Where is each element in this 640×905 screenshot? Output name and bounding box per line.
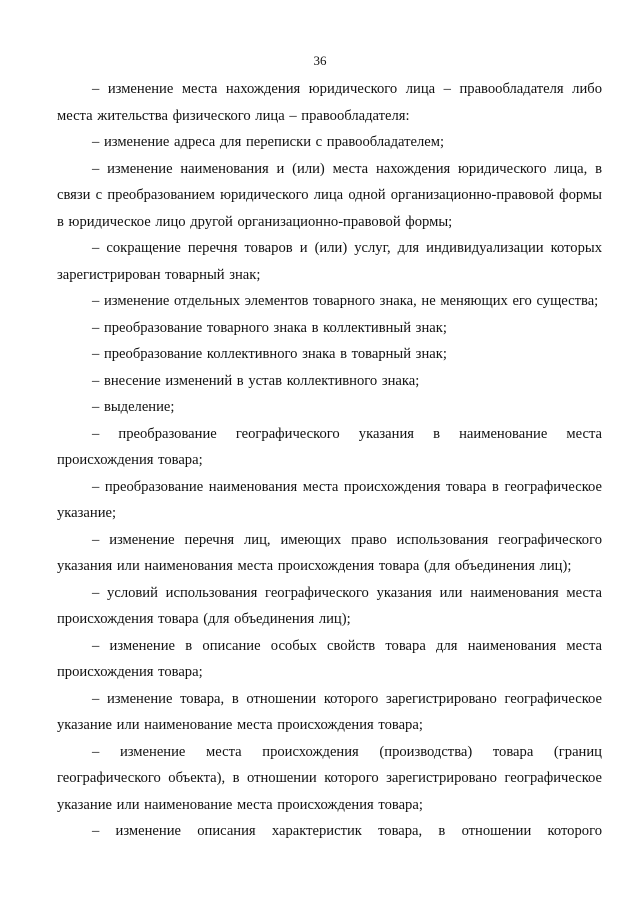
- paragraph-17: – изменение описания характеристик товара, в отношении которого: [92, 823, 602, 839]
- document-body: [57, 76, 602, 845]
- paragraph-14: – изменение в описание особых свойств товара для наименования места происхождения товара;: [57, 637, 602, 680]
- paragraph-2: – изменение адреса для переписки с правообладателем;: [92, 134, 445, 150]
- paragraph-5: – изменение отдельных элементов товарного знака, не меняющих его существа;: [92, 293, 599, 309]
- paragraph-16: – изменение места происхождения (производства) товара (границ географического объекта), в отношении которого зарегистрировано географическое указание или наименование места происхождения товара;: [57, 743, 602, 813]
- paragraph-9: – выделение;: [92, 399, 175, 415]
- paragraph-11: – преобразование наименования места происхождения товара в географическое указание;: [57, 478, 602, 521]
- page-number: 36: [313, 53, 327, 68]
- paragraph-1: – изменение места нахождения юридического лица – правообладателя либо места жительства физического лица – правообладателя:: [57, 81, 602, 124]
- paragraph-10: – преобразование географического указания в наименование места происхождения товара;: [57, 425, 602, 468]
- paragraph-3: – изменение наименования и (или) места нахождения юридического лица, в связи с преобразованием юридического лица одной организационно-правовой формы в юридическое лицо другой организационно-правовой формы;: [57, 160, 602, 230]
- paragraph-13: – условий использования географического указания или наименования места происхождения товара (для объединения лиц);: [57, 584, 602, 627]
- paragraph-15: – изменение товара, в отношении которого зарегистрировано географическое указание или наименование места происхождения товара;: [57, 690, 602, 733]
- paragraph-8: – внесение изменений в устав коллективного знака;: [92, 372, 420, 389]
- paragraph-12: – изменение перечня лиц, имеющих право использования географического указания или наименования места происхождения товара (для объединения лиц);: [57, 531, 602, 574]
- paragraph-6: – преобразование товарного знака в коллективный знак;: [92, 319, 447, 336]
- paragraph-4: – сокращение перечня товаров и (или) услуг, для индивидуализации которых зарегистрирован товарный знак;: [57, 240, 602, 283]
- paragraph-7: – преобразование коллективного знака в товарный знак;: [92, 346, 447, 362]
